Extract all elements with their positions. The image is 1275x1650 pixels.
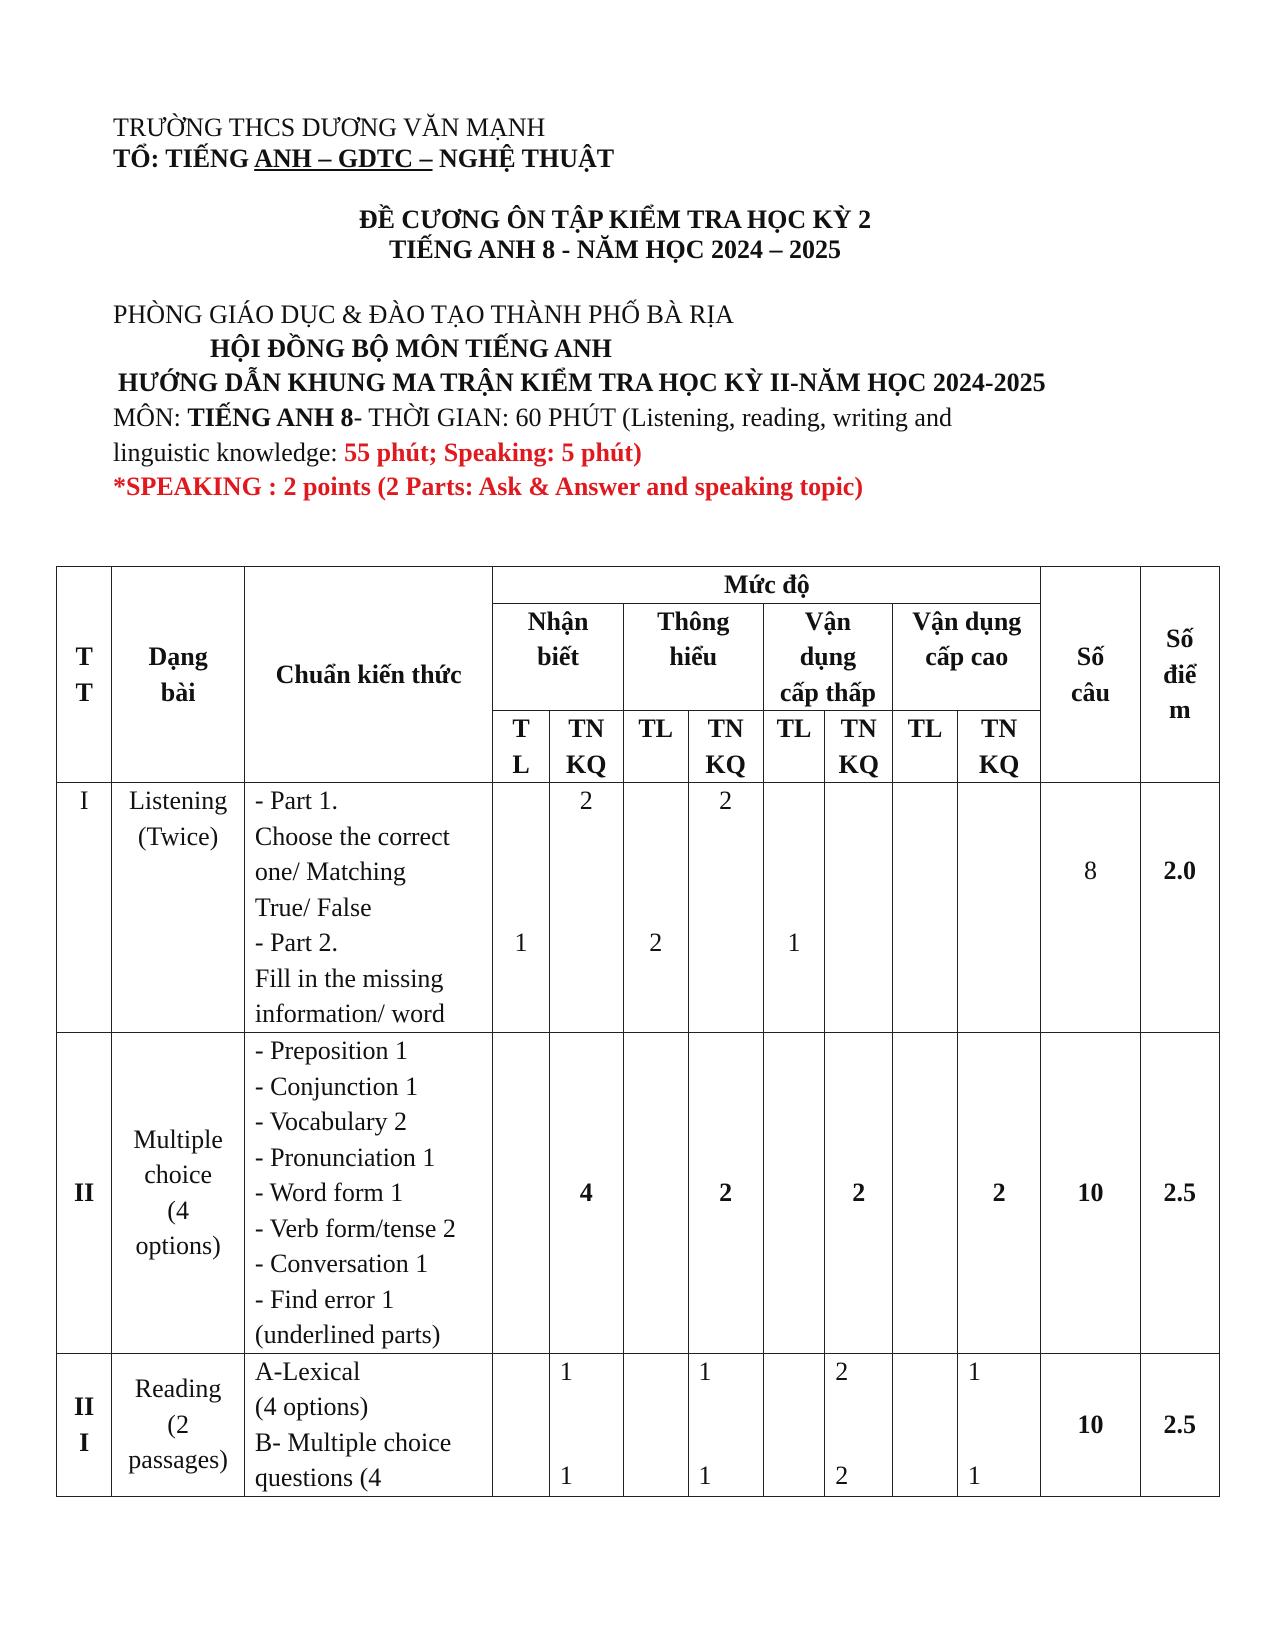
cell-vc-tl: [893, 1033, 958, 1354]
subject-prefix: MÔN:: [113, 403, 188, 432]
table-row: [57, 1353, 1220, 1496]
speaking-note: *SPEAKING : 2 points (2 Parts: Ask & Answer and speaking topic): [113, 472, 864, 501]
school-name: TRƯỜNG THCS DƯƠNG VĂN MẠNH: [113, 113, 546, 142]
header-vt-tl: TL: [763, 711, 825, 783]
header-chuan-kien-thuc: Chuẩn kiến thức: [244, 567, 492, 783]
row-chuan-kien-thuc: A-Lexical (4 options) B- Multiple choice questions (4: [244, 1353, 492, 1496]
header-van-dung-cap-thap: Vận dụng cấp thấp: [763, 603, 892, 711]
cell-vt-tl: [763, 1033, 825, 1354]
header-vt-tnkq: TN KQ: [825, 711, 893, 783]
department: [113, 144, 614, 174]
cell-vt-tn: 2 2: [825, 1353, 893, 1496]
document-title-2: TIẾNG ANH 8 - NĂM HỌC 2024 – 2025: [388, 235, 842, 264]
header-so-diem: Số điể m: [1140, 567, 1219, 783]
document-title-1: ĐỀ CƯƠNG ÔN TẬP KIỂM TRA HỌC KỲ 2: [358, 205, 872, 234]
cell-vt-tl: [763, 1353, 825, 1496]
header-so-cau: Số câu: [1041, 567, 1140, 783]
education-office: PHÒNG GIÁO DỤC & ĐÀO TẠO THÀNH PHỐ BÀ RỊA: [113, 300, 734, 329]
row-tt: II I: [57, 1353, 112, 1496]
row-dang-bai: Reading (2 passages): [112, 1353, 245, 1496]
header-nhan-biet: Nhận biết: [493, 603, 623, 711]
header-muc-do: Mức độ: [493, 567, 1041, 604]
row-chuan-kien-thuc: - Part 1. Choose the correct one/ Matching True/ False - Part 2. Fill in the missing information/ word: [244, 783, 492, 1033]
time-line: [113, 438, 642, 468]
header-tt: T T: [57, 567, 112, 783]
subject-line: [113, 403, 952, 433]
row-tt: I: [57, 783, 112, 1033]
cell-nb-tn: 1 1: [549, 1353, 623, 1496]
row-dang-bai: Listening (Twice): [112, 783, 245, 1033]
cell-so-diem: 2.0: [1140, 783, 1219, 1033]
cell-nb-tn: 2: [549, 783, 623, 1033]
row-chuan-kien-thuc: - Preposition 1 - Conjunction 1 - Vocabulary 2 - Pronunciation 1 - Word form 1 - Verb form/tense 2 - Conversation 1 - Find error 1 (underlined parts): [244, 1033, 492, 1354]
cell-vc-tn: 1 1: [957, 1353, 1041, 1496]
header-van-dung-cap-cao: Vận dụng cấp cao: [893, 603, 1041, 711]
cell-nb-tl: [493, 1353, 549, 1496]
header-nb-tl: T L: [493, 711, 549, 783]
cell-so-diem: 2.5: [1140, 1353, 1219, 1496]
header-dang-bai: Dạng bài: [112, 567, 245, 783]
cell-vt-tl: 1: [763, 783, 825, 1033]
time-red: 55 phút; Speaking: 5 phút): [344, 438, 642, 467]
row-dang-bai: Multiple choice (4 options): [112, 1033, 245, 1354]
cell-nb-tn: 4: [549, 1033, 623, 1354]
header-th-tnkq: TN KQ: [688, 711, 763, 783]
exam-matrix-table: [56, 566, 1220, 1497]
cell-vc-tn: [957, 783, 1041, 1033]
cell-th-tl: 2: [623, 783, 688, 1033]
header-thong-hieu: Thông hiểu: [623, 603, 763, 711]
cell-vc-tl: [893, 1353, 958, 1496]
cell-vt-tn: [825, 783, 893, 1033]
cell-th-tn: 2: [688, 1033, 763, 1354]
cell-vc-tn: 2: [957, 1033, 1041, 1354]
row-tt: II: [57, 1033, 112, 1354]
cell-so-cau: 10: [1041, 1353, 1140, 1496]
cell-so-diem: 2.5: [1140, 1033, 1219, 1354]
cell-th-tl: [623, 1353, 688, 1496]
table-row: [57, 783, 1220, 1033]
time-prefix: linguistic knowledge:: [113, 438, 345, 467]
cell-so-cau: 8: [1041, 783, 1140, 1033]
subject-bold: TIẾNG ANH 8: [187, 403, 354, 432]
cell-th-tn: 2: [688, 783, 763, 1033]
cell-nb-tl: 1: [493, 783, 549, 1033]
subject-rest: - THỜI GIAN: 60 PHÚT (Listening, reading, writing and: [353, 403, 952, 432]
department-suffix: NGHỆ THUẬT: [432, 144, 615, 173]
cell-vt-tn: 2: [825, 1033, 893, 1354]
department-prefix: TỔ: TIẾNG: [113, 144, 255, 173]
header-vc-tnkq: TN KQ: [957, 711, 1041, 783]
cell-th-tl: [623, 1033, 688, 1354]
header-vc-tl: TL: [893, 711, 958, 783]
cell-so-cau: 10: [1041, 1033, 1140, 1354]
cell-th-tn: 1 1: [688, 1353, 763, 1496]
cell-vc-tl: [893, 783, 958, 1033]
cell-nb-tl: [493, 1033, 549, 1354]
department-underlined: ANH – GDTC –: [254, 144, 433, 173]
council-name: HỘI ĐỒNG BỘ MÔN TIẾNG ANH: [210, 334, 612, 363]
header-nb-tnkq: TN KQ: [549, 711, 623, 783]
header-th-tl: TL: [623, 711, 688, 783]
guide-title: HƯỚNG DẪN KHUNG MA TRẬN KIỂM TRA HỌC KỲ II-NĂM HỌC 2024-2025: [118, 368, 1046, 397]
table-row: [57, 1033, 1220, 1354]
